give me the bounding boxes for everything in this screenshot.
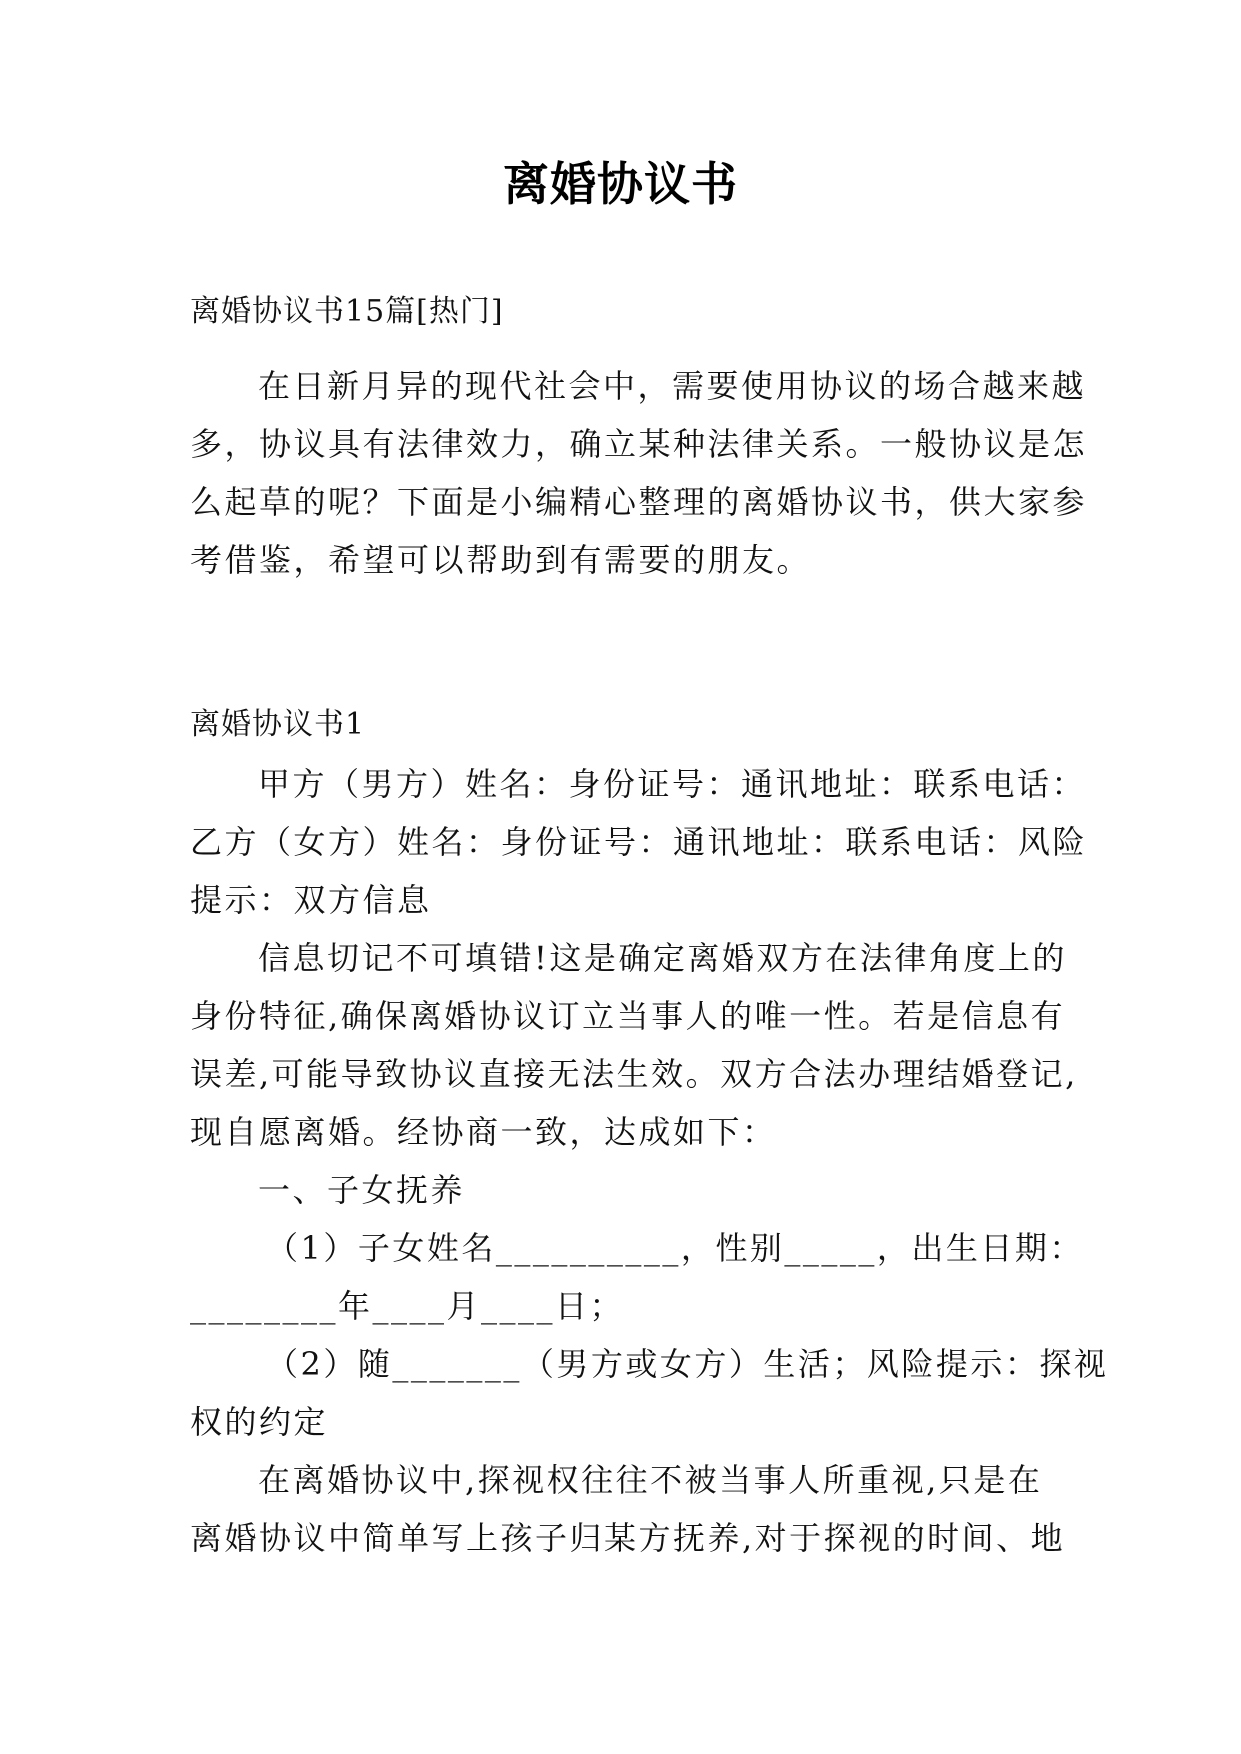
body-line-1: 甲方（男方）姓名：身份证号：通讯地址：联系电话： xyxy=(258,765,1087,803)
document-title: 离婚协议书 xyxy=(503,157,738,211)
body-line-6: 误差,可能导致协议直接无法生效。双方合法办理结婚登记, xyxy=(190,1055,1078,1093)
body-line-2: 乙方（女方）姓名：身份证号：通讯地址：联系电话：风险 xyxy=(190,823,1088,861)
body-line-3: 提示：双方信息 xyxy=(190,881,432,919)
body-line-9: （1）子女姓名__________，性别_____，出生日期： xyxy=(266,1229,1084,1267)
body-line-5: 身份特征,确保离婚协议订立当事人的唯一性。若是信息有 xyxy=(190,997,1066,1035)
body-line-13: 在离婚协议中,探视权往往不被当事人所重视,只是在 xyxy=(258,1461,1043,1499)
body-line-7: 现自愿离婚。经协商一致，达成如下： xyxy=(190,1113,777,1151)
intro-line-3: 么起草的呢？下面是小编精心整理的离婚协议书，供大家参 xyxy=(190,483,1088,521)
document-subtitle: 离婚协议书15篇[热门] xyxy=(190,294,504,329)
body-line-8: 一、子女抚养 xyxy=(258,1171,466,1209)
body-line-12: 权的约定 xyxy=(190,1403,329,1441)
body-line-10: ________年____月____日； xyxy=(190,1287,625,1325)
intro-line-2: 多，协议具有法律效力，确立某种法律关系。一般协议是怎 xyxy=(190,425,1088,463)
body-line-14: 离婚协议中简单写上孩子归某方抚养,对于探视的时间、地 xyxy=(190,1519,1066,1557)
intro-line-4: 考借鉴，希望可以帮助到有需要的朋友。 xyxy=(190,541,812,579)
section-heading: 离婚协议书1 xyxy=(190,707,366,742)
intro-line-1: 在日新月异的现代社会中，需要使用协议的场合越来越 xyxy=(258,367,1087,405)
body-line-11: （2）随_______（男方或女方）生活；风险提示：探视 xyxy=(266,1345,1109,1383)
body-line-4: 信息切记不可填错!这是确定离婚双方在法律角度上的 xyxy=(258,939,1067,977)
